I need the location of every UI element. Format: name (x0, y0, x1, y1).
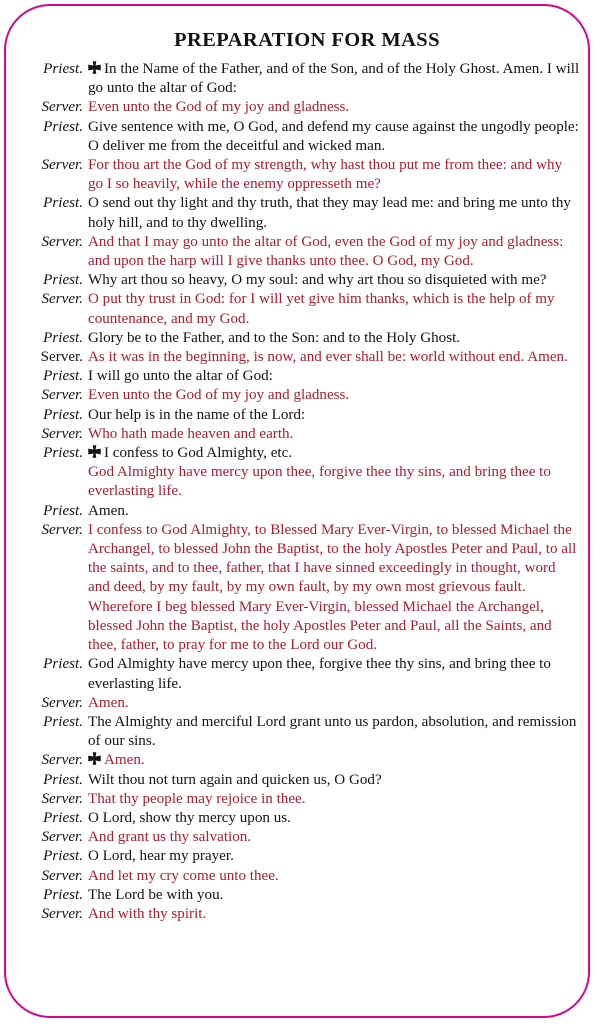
dialogue-line (0, 713, 614, 751)
dialogue-text-content: Wilt thou not turn again and quicken us, O God? (88, 771, 382, 788)
dialogue-text-content: God Almighty have mercy upon thee, forgive thee thy sins, and bring thee to everlasting life. (88, 464, 551, 500)
dialogue-text (88, 367, 580, 386)
maltese-cross-icon (88, 752, 101, 765)
dialogue-line (0, 156, 614, 194)
dialogue-text (88, 847, 580, 866)
dialogue-text (88, 386, 580, 405)
dialogue-line (0, 809, 614, 828)
dialogue-text-content: I will go unto the altar of God: (88, 368, 273, 385)
dialogue-line (0, 521, 614, 655)
dialogue-text-content: And let my cry come unto thee. (88, 867, 279, 884)
dialogue-text-content: Amen. (88, 502, 129, 519)
dialogue-text-content: And that I may go unto the altar of God, even the God of my joy and gladness: and upon the harp will I give thanks unto thee. O God, my God. (88, 233, 564, 270)
dialogue-line (0, 60, 614, 98)
dialogue-text (88, 348, 580, 367)
dialogue-text (88, 521, 580, 655)
speaker-label: Priest. (43, 713, 83, 730)
speaker-label: Server. (41, 867, 83, 884)
dialogue-text (88, 425, 580, 444)
dialogue-text-content: I confess to God Almighty, etc. (104, 445, 293, 462)
speaker-label: Server. (41, 521, 83, 538)
dialogue-text (88, 290, 580, 328)
speaker-label: Priest. (43, 329, 83, 346)
dialogue-text-content: Amen. (104, 752, 145, 769)
dialogue-text-content: God Almighty have mercy upon thee, forgive thee thy sins, and bring thee to everlasting life. (88, 656, 551, 692)
dialogue-text-content: O Lord, hear my prayer. (88, 848, 234, 865)
dialogue-text (88, 502, 580, 521)
speaker-label: Server. (41, 752, 83, 769)
dialogue-text-content: The Almighty and merciful Lord grant unto us pardon, absolution, and remission of our sins. (88, 713, 577, 750)
speaker-label: Server. (41, 790, 83, 807)
dialogue-text-content: And grant us thy salvation. (88, 829, 252, 846)
dialogue-line (0, 502, 614, 521)
dialogue-text-content: O put thy trust in God: for I will yet give him thanks, which is the help of my countenance, and my God. (88, 291, 555, 327)
speaker-label: Priest. (43, 886, 83, 903)
speaker-label: Priest. (43, 502, 83, 519)
dialogue-text-content: For thou art the God of my strength, why hast thou put me from thee: and why go I so heavily, while the enemy oppresseth me? (88, 157, 563, 193)
speaker-label: Server. (41, 291, 83, 308)
maltese-cross-icon (88, 445, 101, 458)
dialogue-line (0, 655, 614, 693)
dialogue-line (0, 118, 614, 156)
dialogue-line (0, 694, 614, 713)
dialogue-text (88, 444, 580, 463)
dialogue-list (0, 60, 614, 924)
dialogue-text (88, 463, 580, 501)
dialogue-line (0, 194, 614, 232)
dialogue-line (0, 867, 614, 886)
dialogue-text-content: The Lord be with you. (88, 886, 224, 903)
dialogue-line (0, 463, 614, 501)
dialogue-text (88, 118, 580, 156)
dialogue-text (88, 694, 580, 713)
dialogue-text-content: O Lord, show thy mercy upon us. (88, 809, 291, 826)
dialogue-line (0, 386, 614, 405)
speaker-label: Server. (41, 905, 83, 922)
speaker-label: Server. (41, 387, 83, 404)
dialogue-text-content: In the Name of the Father, and of the Son, and of the Holy Ghost. Amen. I will go unto the altar of God: (88, 61, 580, 97)
dialogue-text-content: Who hath made heaven and earth. (88, 425, 294, 442)
dialogue-text (88, 751, 580, 770)
dialogue-text (88, 655, 580, 693)
dialogue-line (0, 233, 614, 271)
dialogue-text-content: That thy people may rejoice in thee. (88, 790, 306, 807)
dialogue-text (88, 98, 580, 117)
dialogue-text-content: And with thy spirit. (88, 905, 207, 922)
dialogue-text (88, 60, 580, 98)
dialogue-line (0, 790, 614, 809)
speaker-label: Priest. (43, 195, 83, 212)
dialogue-text-content: Amen. (88, 694, 129, 711)
dialogue-text-content: Even unto the God of my joy and gladness. (88, 387, 350, 404)
dialogue-line (0, 905, 614, 924)
dialogue-text-content: Our help is in the name of the Lord: (88, 406, 306, 423)
speaker-label: Server. (41, 157, 83, 174)
dialogue-line (0, 425, 614, 444)
dialogue-text (88, 886, 580, 905)
dialogue-text (88, 809, 580, 828)
dialogue-text (88, 271, 580, 290)
speaker-label: Priest. (43, 406, 83, 423)
speaker-label: Priest. (43, 848, 83, 865)
dialogue-line (0, 98, 614, 117)
dialogue-text (88, 233, 580, 271)
speaker-label: Priest. (43, 809, 83, 826)
speaker-label: Server. (41, 99, 83, 116)
dialogue-text (88, 867, 580, 886)
dialogue-text (88, 194, 580, 232)
maltese-cross-icon (88, 61, 101, 74)
dialogue-text-content: Glory be to the Father, and to the Son: and to the Holy Ghost. (88, 329, 461, 346)
dialogue-line (0, 271, 614, 290)
dialogue-line (0, 348, 614, 367)
speaker-label: Server. (40, 349, 83, 366)
speaker-label: Priest. (43, 272, 83, 289)
dialogue-text (88, 905, 580, 924)
speaker-label: Server. (41, 233, 83, 250)
dialogue-text-content: Why art thou so heavy, O my soul: and why art thou so disquieted with me? (88, 272, 547, 289)
speaker-label: Server. (41, 694, 83, 711)
dialogue-text (88, 713, 580, 751)
dialogue-text (88, 406, 580, 425)
speaker-label: Priest. (43, 656, 83, 673)
dialogue-line (0, 444, 614, 463)
dialogue-line (0, 847, 614, 866)
dialogue-text (88, 329, 580, 348)
dialogue-text (88, 156, 580, 194)
speaker-label: Priest. (43, 61, 83, 77)
speaker-label: Server. (41, 425, 83, 442)
dialogue-line (0, 771, 614, 790)
speaker-label: Priest. (43, 368, 83, 385)
dialogue-text (88, 790, 580, 809)
dialogue-text-content: As it was in the beginning, is now, and ever shall be: world without end. Amen. (88, 349, 568, 366)
dialogue-line (0, 828, 614, 847)
dialogue-line (0, 329, 614, 348)
speaker-label: Priest. (43, 118, 83, 135)
dialogue-text-content: Even unto the God of my joy and gladness. (88, 99, 350, 116)
dialogue-line (0, 886, 614, 905)
page-title: PREPARATION FOR MASS (174, 29, 440, 51)
dialogue-line (0, 367, 614, 386)
dialogue-line (0, 751, 614, 770)
dialogue-line (0, 406, 614, 425)
dialogue-text-content: Give sentence with me, O God, and defend my cause against the ungodly people: O deliver me from the deceitful and wicked man. (88, 118, 579, 154)
speaker-label: Server. (41, 829, 83, 846)
dialogue-text (88, 828, 580, 847)
dialogue-line (0, 290, 614, 328)
speaker-label: Priest. (43, 771, 83, 788)
dialogue-text-content: I confess to God Almighty, to Blessed Mary Ever-Virgin, to blessed Michael the Archangel, to blessed John the Baptist, to the holy Apostles Peter and Paul, to all the saints, and to thee, father, that I have sinned exceedingly in thought, word and deed, by my fault, by my own fault, by my own most grievous fault. Wherefore I beg blessed Mary Ever-Virgin, blessed Michael the Archangel, blessed John the Baptist, the holy Apostles Peter and Paul, all the Saints, and thee, father, to pray for me to the Lord our God. (88, 521, 577, 654)
speaker-label: Priest. (43, 445, 83, 462)
dialogue-text-content: O send out thy light and thy truth, that they may lead me: and bring me unto thy holy hill, and to thy dwelling. (88, 195, 571, 231)
dialogue-text (88, 771, 580, 790)
